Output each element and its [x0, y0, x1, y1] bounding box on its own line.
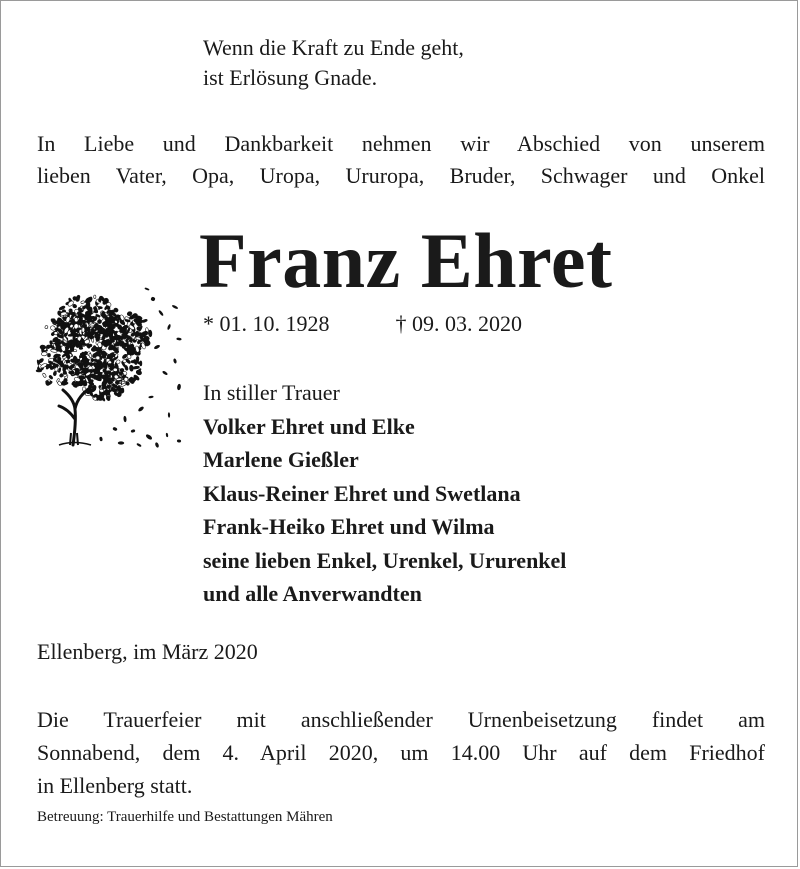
mourner-name: Frank-Heiko Ehret und Wilma: [203, 514, 495, 539]
funeral-service-info: [37, 703, 765, 802]
mourners-list: [203, 376, 566, 611]
service-line-2: Sonnabend, dem 4. April 2020, um 14.00 Uhr auf dem Friedhof: [37, 740, 765, 765]
mourner-name: Volker Ehret und Elke: [203, 413, 415, 439]
funeral-home-credit: Betreuung: Trauerhilfe und Bestattungen Mähren: [37, 809, 333, 825]
deceased-name: Franz Ehret: [199, 217, 613, 304]
intro-line-1: In Liebe und Dankbarkeit nehmen wir Abschied von unserem: [37, 131, 765, 156]
birth-date: * 01. 10. 1928: [203, 311, 330, 336]
mourners-lead: In stiller Trauer: [203, 380, 340, 405]
intro-line-2: lieben Vater, Opa, Uropa, Ururopa, Bruder, Schwager und Onkel: [37, 163, 765, 188]
motto-verse: [203, 33, 464, 93]
place-and-date: Ellenberg, im März 2020: [37, 639, 258, 664]
motto-line-1: Wenn die Kraft zu Ende geht,: [203, 35, 464, 60]
death-date: † 09. 03. 2020: [395, 311, 522, 336]
tree-with-falling-leaves-icon: [29, 269, 189, 453]
mourner-name: Marlene Gießler: [203, 447, 359, 472]
mourner-name: Klaus-Reiner Ehret und Swetlana: [203, 480, 521, 506]
mourner-name: seine lieben Enkel, Urenkel, Ururenkel: [203, 547, 567, 573]
intro-text: [37, 128, 765, 192]
life-dates: [203, 309, 522, 339]
mourner-name: und alle Anverwandten: [203, 581, 422, 606]
motto-line-2: ist Erlösung Gnade.: [203, 65, 378, 90]
service-line-3: in Ellenberg statt.: [37, 773, 193, 798]
service-line-1: Die Trauerfeier mit anschließender Urnenbeisetzung findet am: [37, 707, 765, 732]
